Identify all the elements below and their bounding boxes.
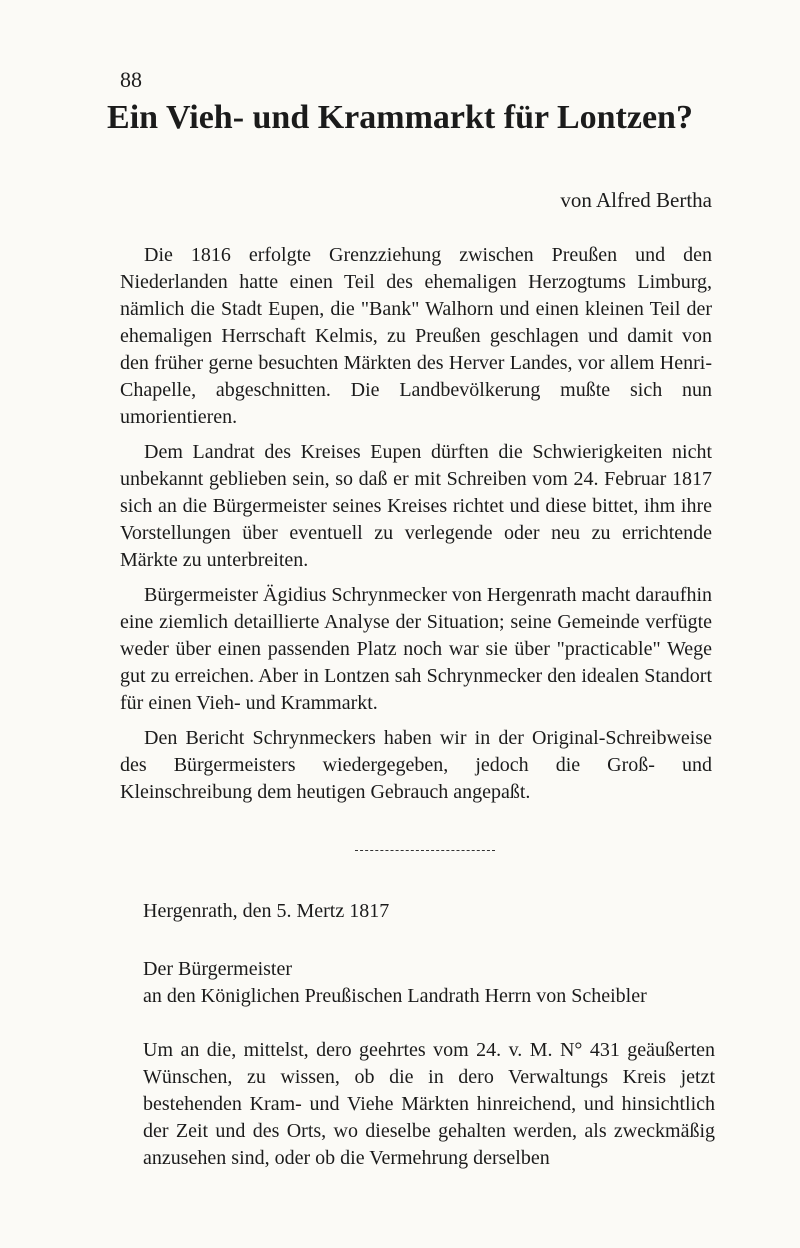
paragraph: Bürgermeister Ägidius Schrynmecker von Hergenrath macht daraufhin eine ziemlich detaillierte Analyse der Situation; seine Gemeinde verfügte weder über einen passenden Platz noch war sie über "practicable" Wege gut zu erreichen. Aber in Lontzen sah Schrynmecker den idealen Standort für einen Vieh- und Krammarkt. <box>120 584 712 714</box>
letter-text: Um an die, mittelst, dero geehrtes vom 24. v. M. N° 431 geäußerten Wünschen, zu wissen, ob die in dero Verwaltungs Kreis jetzt bestehenden Kram- und Viehe Märkten hinreichend, und hinsichtlich der Zeit und des Orts, wo dieselbe gehalten werden, als zweckmäßig anzusehen sind, oder ob die Vermehrung derselben <box>143 1039 715 1169</box>
paragraph: Den Bericht Schrynmeckers haben wir in der Original-Schreibweise des Bürgermeisters wiedergegeben, jedoch die Groß- und Kleinschreibung dem heutigen Gebrauch angepaßt. <box>120 727 712 803</box>
author-byline: von Alfred Bertha <box>560 188 712 212</box>
letter-sender: Der Bürgermeister <box>143 958 293 980</box>
article-title: Ein Vieh- und Krammarkt für Lontzen? <box>107 99 693 136</box>
paragraph: Dem Landrat des Kreises Eupen dürften die Schwierigkeiten nicht unbekannt geblieben sein, so daß er mit Schreiben vom 24. Februar 1817 sich an die Bürgermeister seines Kreises richtet und diese bittet, ihm ihre Vorstellungen über eventuell zu verlegende oder neu zu errichtende Märkte zu unterbreiten. <box>120 441 712 571</box>
paragraph: Die 1816 erfolgte Grenzziehung zwischen Preußen und den Niederlanden hatte einen Teil des ehemaligen Herzogtums Limburg, nämlich die Stadt Eupen, die "Bank" Walhorn und einen kleinen Teil der ehemaligen Herrschaft Kelmis, zu Preußen geschlagen und damit von den früher gerne besuchten Märkten des Herver Landes, vor allem Henri- Chapelle, abgeschnitten. Die Landbevölkerung mußte sich nun umorientieren. <box>120 244 712 428</box>
page-number: 88 <box>120 67 142 92</box>
letter-place-date: Hergenrath, den 5. Mertz 1817 <box>143 900 390 922</box>
letter-recipient: an den Königlichen Preußischen Landrath Herrn von Scheibler <box>143 985 647 1007</box>
article-body <box>120 242 712 814</box>
section-separator <box>355 850 495 851</box>
